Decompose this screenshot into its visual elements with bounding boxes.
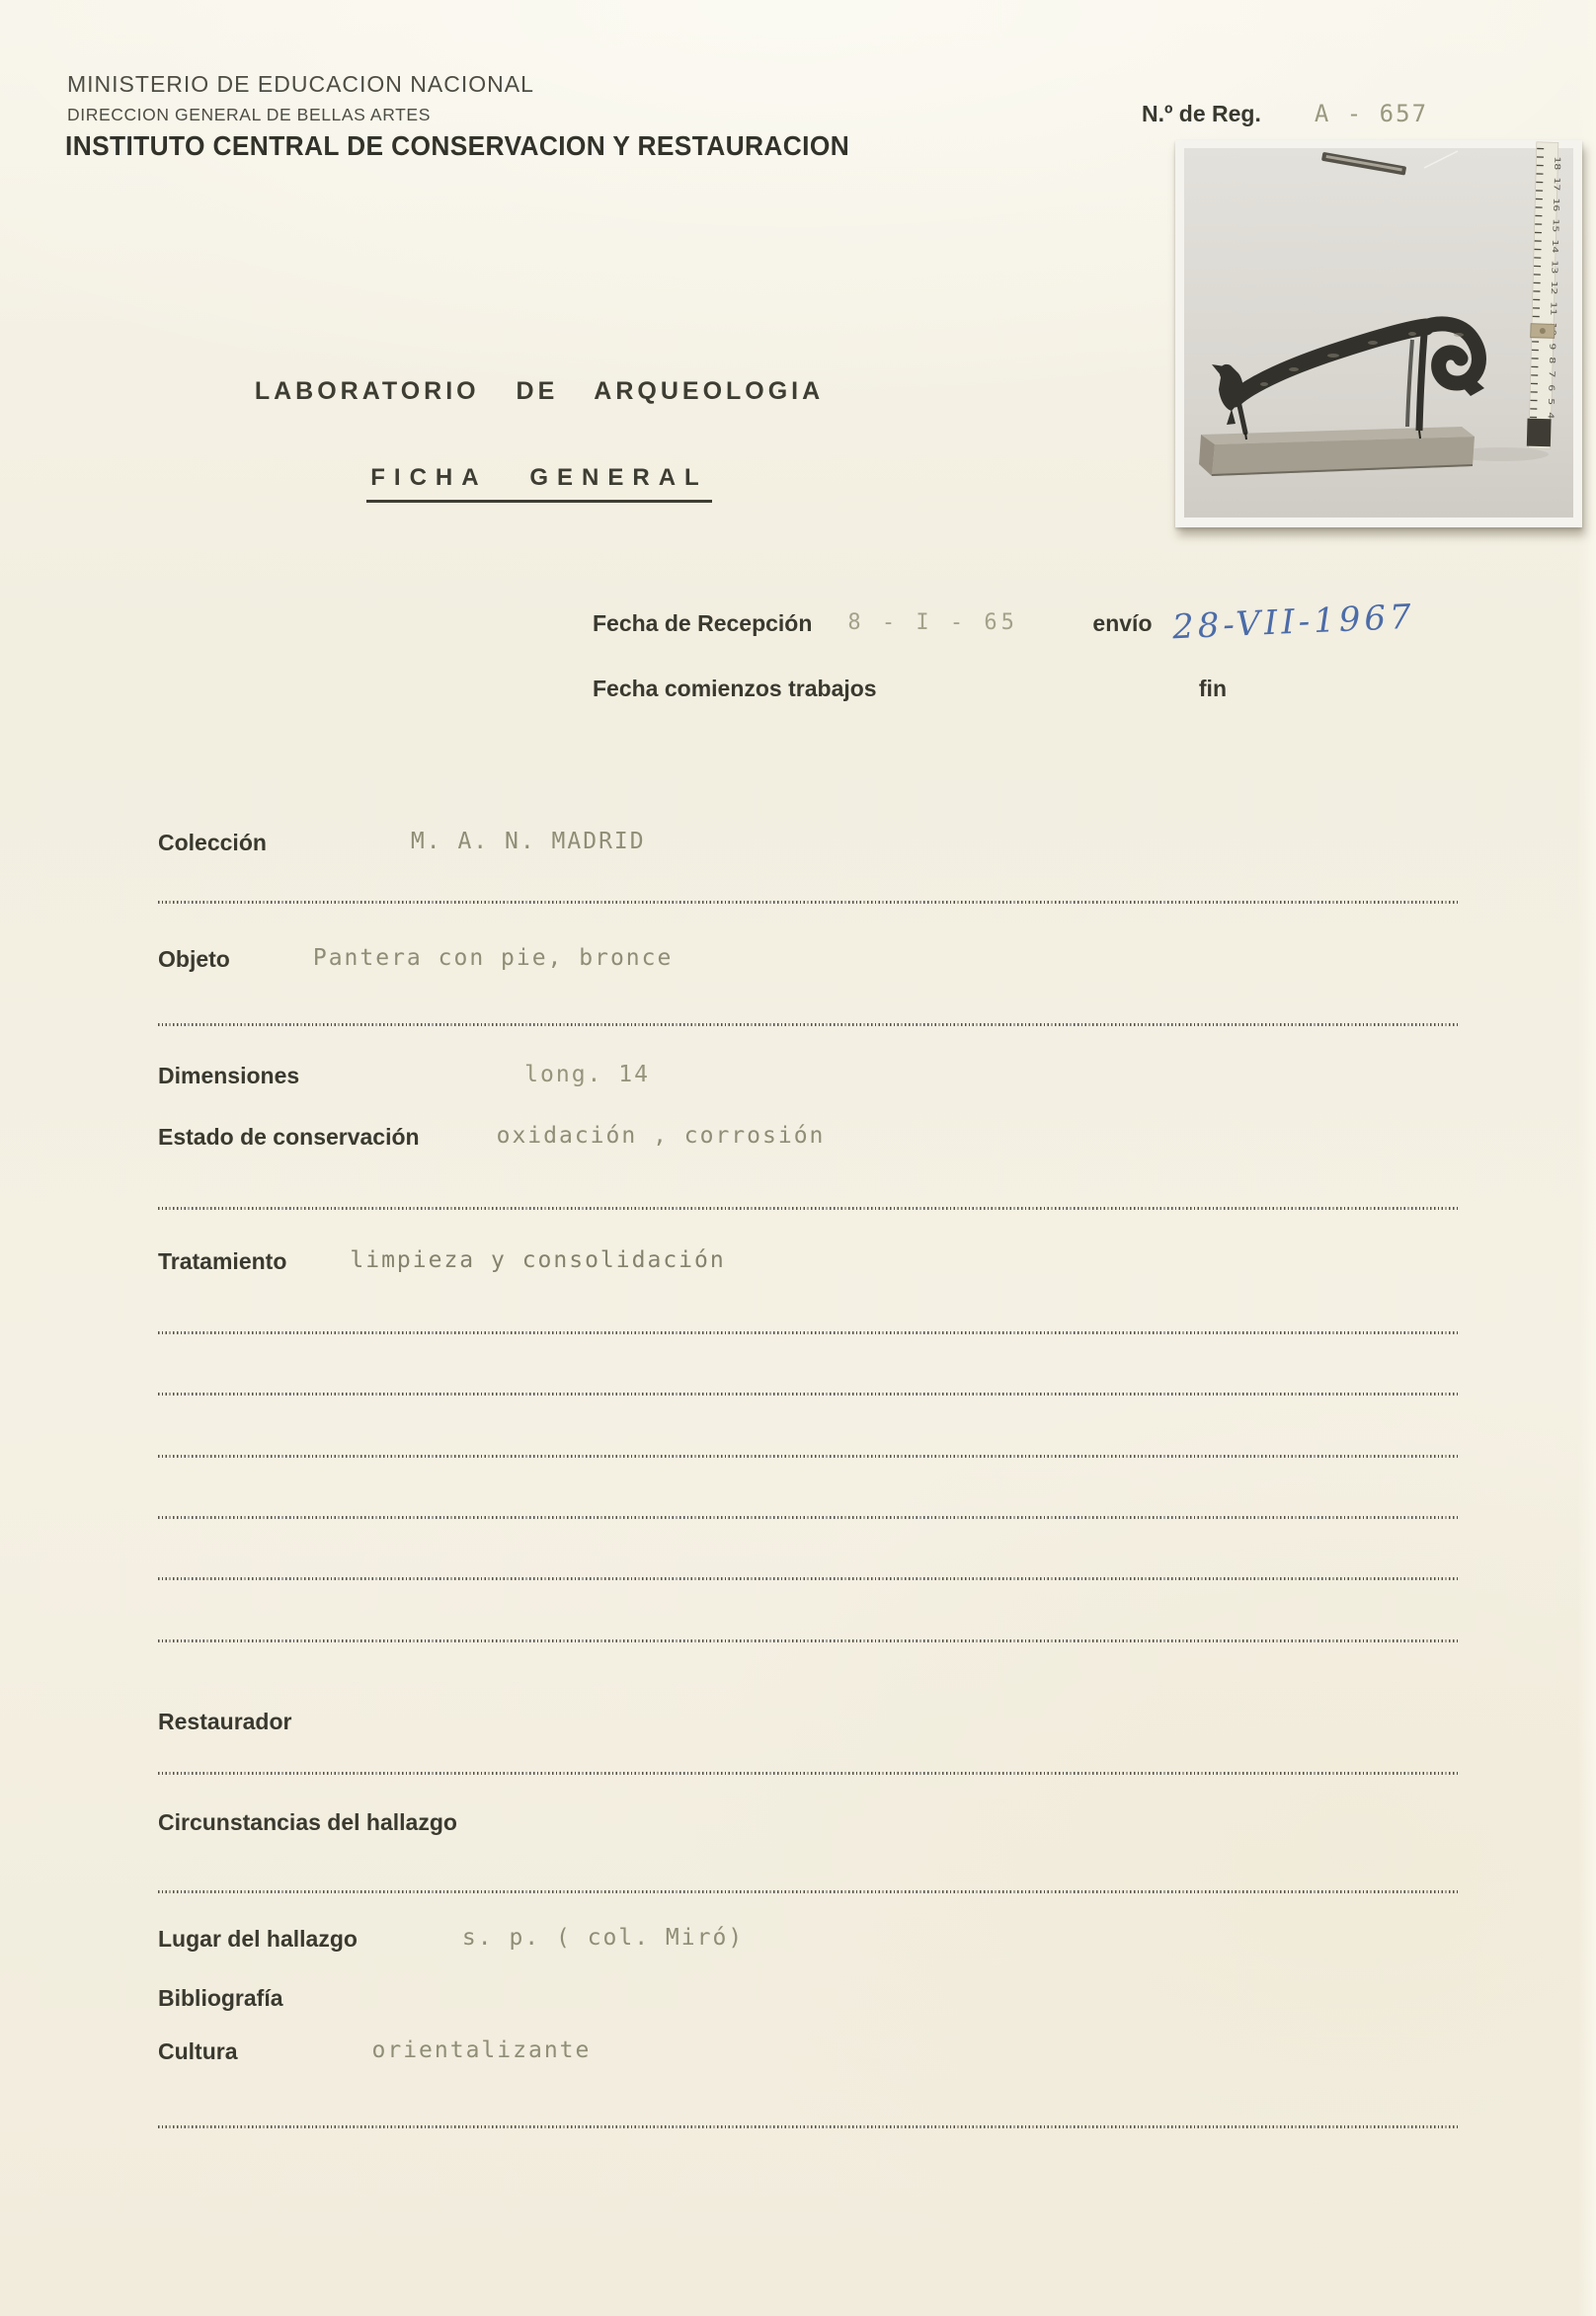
objeto-value: Pantera con pie, bronce [312, 945, 674, 971]
field-row-circunstancias [158, 1792, 1460, 1837]
works-end-label: fin [1198, 676, 1227, 701]
blank-line [158, 901, 1460, 904]
institute-title: INSTITUTO CENTRAL DE CONSERVACION Y RESTAURACION [65, 130, 850, 161]
blank-line [158, 1639, 1460, 1642]
lugar-label: Lugar del hallazgo [158, 1926, 358, 1952]
coleccion-value: M. A. N. MADRID [410, 829, 646, 854]
registration-number-row [1142, 101, 1529, 129]
envio-label: envío [1092, 610, 1153, 636]
blank-line [158, 1577, 1460, 1580]
ministry-line: MINISTERIO DE EDUCACION NACIONAL [67, 71, 534, 97]
bibliografia-label: Bibliografía [158, 1985, 283, 2011]
reception-label: Fecha de Recepción [593, 610, 813, 636]
card-title-wrap [144, 464, 934, 503]
blank-line [158, 1516, 1460, 1519]
coleccion-label: Colección [158, 830, 267, 855]
reception-value: 8 - I - 65 [847, 610, 1018, 635]
ruler-numbers: 18 17 16 15 14 13 12 11 10 9 8 7 6 5 4 [1548, 156, 1562, 338]
reg-value: A - 657 [1314, 100, 1429, 127]
blank-line [158, 1772, 1460, 1775]
field-row-restaurador [158, 1691, 1460, 1736]
blank-line [158, 1207, 1460, 1210]
field-row-cultura [158, 2021, 1460, 2066]
estado-value: oxidación , corrosión [496, 1123, 826, 1149]
cultura-label: Cultura [158, 2038, 238, 2064]
works-start-label: Fecha comienzos trabajos [593, 676, 877, 701]
envio-value-handwritten: 28-VII-1967 [1170, 597, 1415, 648]
card-title: FICHA GENERAL [366, 464, 711, 503]
blank-line [158, 1023, 1460, 1026]
field-row-coleccion [158, 812, 1460, 857]
tratamiento-label: Tratamiento [158, 1248, 287, 1274]
blank-line [158, 1455, 1460, 1458]
circunstancias-label: Circunstancias del hallazgo [158, 1809, 457, 1835]
restaurador-label: Restaurador [158, 1709, 292, 1734]
blank-line [158, 2125, 1460, 2128]
blank-line [158, 1393, 1460, 1396]
field-row-objeto [158, 928, 1460, 974]
objeto-label: Objeto [158, 946, 230, 972]
lugar-value: s. p. ( col. Miró) [461, 1925, 745, 1951]
dimensiones-label: Dimensiones [158, 1063, 300, 1088]
reg-label: N.º de Reg. [1142, 101, 1261, 126]
field-row-bibliografia [158, 1967, 1460, 2013]
laboratory-title: LABORATORIO DE ARQUEOLOGIA [254, 377, 825, 405]
direction-line: DIRECCION GENERAL DE BELLAS ARTES [67, 105, 431, 124]
field-row-tratamiento [158, 1231, 1460, 1276]
blank-line [158, 1331, 1460, 1334]
artifact-photo-image [1175, 140, 1582, 527]
tratamiento-value: limpieza y consolidación [350, 1247, 726, 1273]
blank-line [158, 1890, 1460, 1893]
cultura-value: orientalizante [371, 2037, 592, 2063]
reception-date-row [593, 595, 1529, 648]
works-dates-row [593, 660, 1331, 703]
dimensiones-value: long. 14 [524, 1062, 650, 1087]
field-row-lugar [158, 1908, 1460, 1954]
field-row-dimensiones [158, 1045, 1460, 1090]
artifact-photo [1175, 140, 1582, 527]
estado-label: Estado de conservación [158, 1124, 420, 1150]
field-row-estado [158, 1106, 1460, 1152]
